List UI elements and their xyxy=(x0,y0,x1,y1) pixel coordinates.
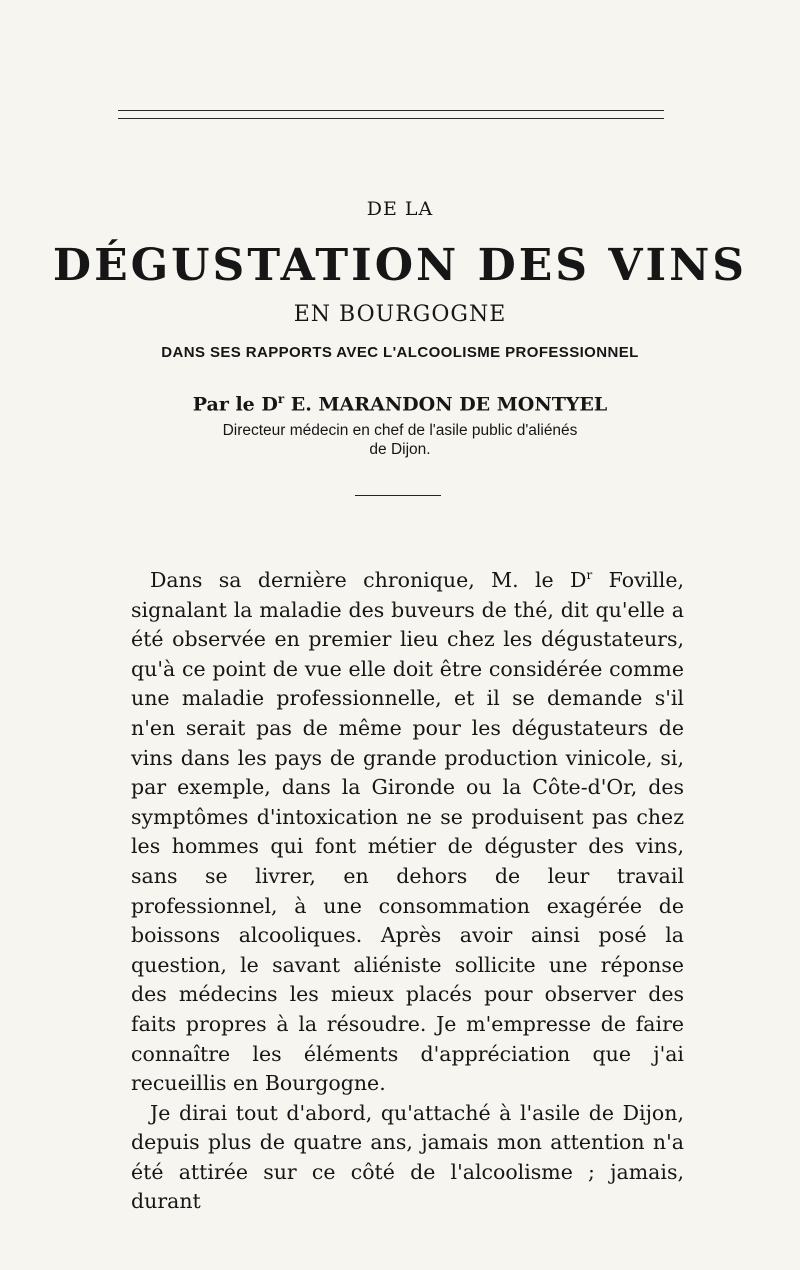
relation-line: DANS SES RAPPORTS AVEC L'ALCOOLISME PROFESSIONNEL xyxy=(161,344,639,361)
author-prefix-sup: r xyxy=(277,392,285,406)
author-prefix: Par le D xyxy=(192,393,278,416)
pre-title: DE LA xyxy=(366,198,434,220)
article-body xyxy=(131,566,684,1217)
author-city: de Dijon. xyxy=(369,441,431,458)
paragraph-1 xyxy=(131,566,684,1099)
page-title: DÉGUSTATION DES VINS xyxy=(52,240,748,291)
paragraph-2: Je dirai tout d'abord, qu'attaché à l'asile de Dijon, depuis plus de quatre ans, jamais mon attention n'a été attirée sur ce côté de l'alcoolisme ; jamais, durant xyxy=(131,1100,684,1214)
author-line xyxy=(0,392,800,415)
section-separator xyxy=(355,495,441,496)
paragraph-1-sup: r xyxy=(586,568,593,583)
author-name: E. MARANDON DE MONTYEL xyxy=(284,393,608,416)
author-role: Directeur médecin en chef de l'asile public d'aliénés xyxy=(222,422,578,439)
paragraph-1-part1: Dans sa dernière chronique, M. le D xyxy=(150,568,587,592)
paragraph-1-part2: Foville, signalant la maladie des buveurs de thé, dit qu'elle a été observée en premier lieu chez les dégustateurs, qu'à ce point de vue elle doit être considérée comme une maladie professionnelle, et il se demande s'il n'en serait pas de même pour les dégustateurs de vins dans les pays de grande production vinicole, si, par exemple, dans la Gironde ou la Côte-d'Or, des symptômes d'intoxication ne se produisent pas chez les hommes qui font métier de déguster des vins, sans se livrer, en dehors de leur travail professionnel, à une consommation exagérée de boissons alcooliques. Après avoir ainsi posé la question, le savant aliéniste sollicite une réponse des médecins les mieux placés pour observer des faits propres à la résoudre. Je m'empresse de faire connaître les éléments d'appréciation que j'ai recueillis en Bourgogne. xyxy=(131,568,684,1096)
top-double-rule xyxy=(118,110,664,119)
subtitle: EN BOURGOGNE xyxy=(293,302,507,327)
